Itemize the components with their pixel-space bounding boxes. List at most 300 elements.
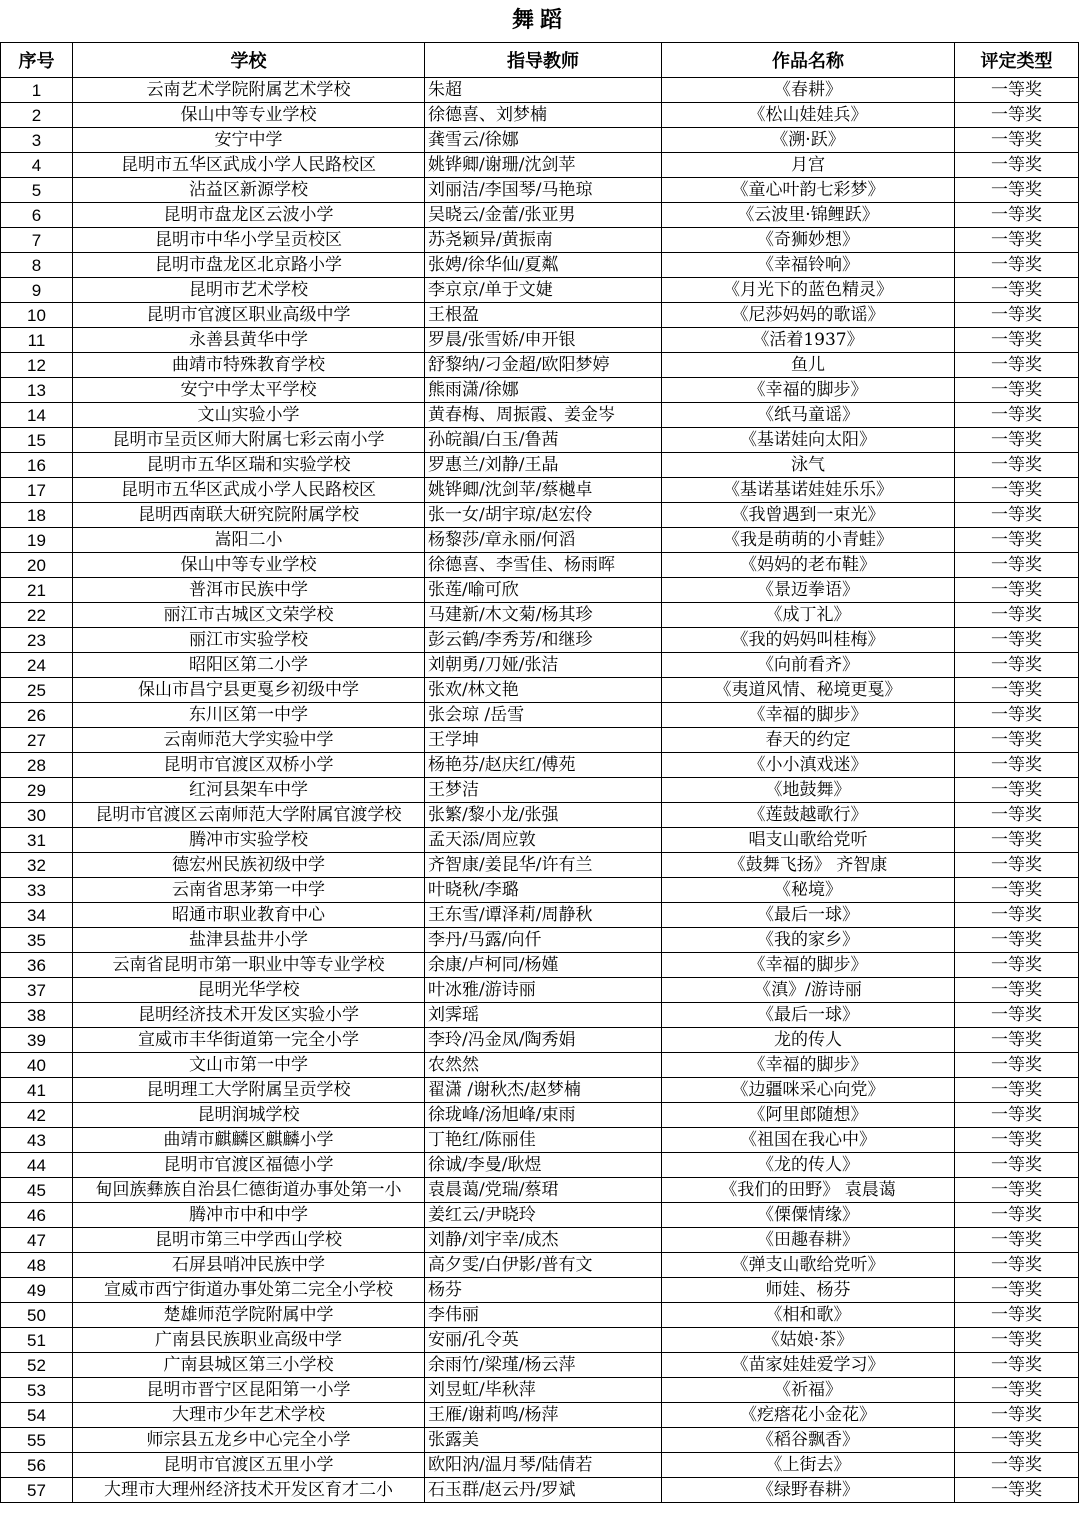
row-index: 24	[1, 653, 73, 678]
row-teacher: 李丹/马露/向仟	[425, 928, 662, 953]
header-school: 学校	[73, 43, 425, 78]
row-school: 昆明市官渡区福德小学	[73, 1153, 425, 1178]
row-award: 一等奖	[955, 428, 1079, 453]
row-school: 昆明市官渡区双桥小学	[73, 753, 425, 778]
table-row	[1, 928, 1079, 953]
row-work: 《成丁礼》	[662, 603, 955, 628]
table-row	[1, 1378, 1079, 1403]
table-row	[1, 1178, 1079, 1203]
table-row	[1, 903, 1079, 928]
row-work: 《云波里·锦鲤跃》	[662, 203, 955, 228]
row-school: 昆明理工大学附属呈贡学校	[73, 1078, 425, 1103]
row-teacher: 张繁/黎小龙/张强	[425, 803, 662, 828]
row-index: 5	[1, 178, 73, 203]
row-teacher: 孙皖韻/白玉/鲁茜	[425, 428, 662, 453]
table-row	[1, 303, 1079, 328]
row-school: 昆明市中华小学呈贡校区	[73, 228, 425, 253]
table-row	[1, 653, 1079, 678]
row-award: 一等奖	[955, 928, 1079, 953]
row-school: 云南省思茅第一中学	[73, 878, 425, 903]
row-work: 《稻谷飘香》	[662, 1428, 955, 1453]
table-row	[1, 828, 1079, 853]
row-work: 《基诺娃向太阳》	[662, 428, 955, 453]
row-teacher: 王根盈	[425, 303, 662, 328]
table-row	[1, 1428, 1079, 1453]
row-index: 15	[1, 428, 73, 453]
table-row	[1, 1103, 1079, 1128]
table-row	[1, 853, 1079, 878]
row-work: 《我曾遇到一束光》	[662, 503, 955, 528]
row-index: 7	[1, 228, 73, 253]
row-school: 昆明市第三中学西山学校	[73, 1228, 425, 1253]
row-index: 1	[1, 78, 73, 103]
row-index: 4	[1, 153, 73, 178]
row-school: 甸回族彝族自治县仁德街道办事处第一小	[73, 1178, 425, 1203]
header-teacher: 指导教师	[425, 43, 662, 78]
row-work: 《傈僳情缘》	[662, 1203, 955, 1228]
row-award: 一等奖	[955, 328, 1079, 353]
row-index: 23	[1, 628, 73, 653]
row-work: 《妈妈的老布鞋》	[662, 553, 955, 578]
row-index: 20	[1, 553, 73, 578]
table-row	[1, 228, 1079, 253]
table-header-row	[1, 43, 1079, 78]
row-index: 30	[1, 803, 73, 828]
row-work: 《苗家娃娃爱学习》	[662, 1353, 955, 1378]
award-table	[0, 42, 1079, 1503]
row-index: 33	[1, 878, 73, 903]
row-teacher: 朱超	[425, 78, 662, 103]
row-index: 48	[1, 1253, 73, 1278]
row-teacher: 余康/卢柯同/杨嫤	[425, 953, 662, 978]
row-teacher: 农然然	[425, 1053, 662, 1078]
row-work: 《我们的田野》 袁晨蔼	[662, 1178, 955, 1203]
row-teacher: 刘昱虹/毕秋萍	[425, 1378, 662, 1403]
row-teacher: 余雨竹/梁瑾/杨云萍	[425, 1353, 662, 1378]
row-work: 《姑娘·茶》	[662, 1328, 955, 1353]
row-school: 云南省昆明市第一职业中等专业学校	[73, 953, 425, 978]
row-award: 一等奖	[955, 128, 1079, 153]
row-award: 一等奖	[955, 978, 1079, 1003]
row-school: 昆明市五华区瑞和实验学校	[73, 453, 425, 478]
row-award: 一等奖	[955, 728, 1079, 753]
row-school: 昆明光华学校	[73, 978, 425, 1003]
row-index: 25	[1, 678, 73, 703]
row-school: 沾益区新源学校	[73, 178, 425, 203]
row-index: 27	[1, 728, 73, 753]
row-index: 12	[1, 353, 73, 378]
row-index: 22	[1, 603, 73, 628]
table-row	[1, 728, 1079, 753]
row-teacher: 罗晨/张雪娇/申开银	[425, 328, 662, 353]
table-row	[1, 153, 1079, 178]
row-school: 保山中等专业学校	[73, 103, 425, 128]
table-row	[1, 528, 1079, 553]
table-row	[1, 553, 1079, 578]
table-row	[1, 428, 1079, 453]
table-row	[1, 1353, 1079, 1378]
row-award: 一等奖	[955, 1303, 1079, 1328]
row-award: 一等奖	[955, 153, 1079, 178]
row-work: 《上街去》	[662, 1453, 955, 1478]
row-work: 《滇》/游诗丽	[662, 978, 955, 1003]
table-row	[1, 1228, 1079, 1253]
row-award: 一等奖	[955, 303, 1079, 328]
row-teacher: 龚雪云/徐娜	[425, 128, 662, 153]
row-work: 《夷道风情、秘境更戛》	[662, 678, 955, 703]
row-teacher: 丁艳红/陈丽佳	[425, 1128, 662, 1153]
row-school: 宣威市丰华街道第一完全小学	[73, 1028, 425, 1053]
row-award: 一等奖	[955, 103, 1079, 128]
row-teacher: 罗惠兰/刘静/王晶	[425, 453, 662, 478]
row-work: 龙的传人	[662, 1028, 955, 1053]
row-school: 师宗县五龙乡中心完全小学	[73, 1428, 425, 1453]
row-award: 一等奖	[955, 853, 1079, 878]
row-award: 一等奖	[955, 1378, 1079, 1403]
row-teacher: 吴晓云/金蕾/张亚男	[425, 203, 662, 228]
row-work: 《溯·跃》	[662, 128, 955, 153]
row-index: 51	[1, 1328, 73, 1353]
row-award: 一等奖	[955, 503, 1079, 528]
row-school: 昆明市艺术学校	[73, 278, 425, 303]
row-index: 18	[1, 503, 73, 528]
table-row	[1, 278, 1079, 303]
row-work: 《龙的传人》	[662, 1153, 955, 1178]
row-teacher: 高夕雯/白伊影/普有文	[425, 1253, 662, 1278]
row-index: 36	[1, 953, 73, 978]
table-row	[1, 753, 1079, 778]
table-row	[1, 1303, 1079, 1328]
row-award: 一等奖	[955, 603, 1079, 628]
row-index: 14	[1, 403, 73, 428]
row-school: 安宁中学	[73, 128, 425, 153]
table-body	[1, 78, 1079, 1503]
table-row	[1, 378, 1079, 403]
row-teacher: 张会琼 /岳雪	[425, 703, 662, 728]
row-school: 文山实验小学	[73, 403, 425, 428]
row-teacher: 黄春梅、周振霞、姜金岑	[425, 403, 662, 428]
row-teacher: 王雁/谢莉鸣/杨萍	[425, 1403, 662, 1428]
row-index: 9	[1, 278, 73, 303]
row-school: 文山市第一中学	[73, 1053, 425, 1078]
row-award: 一等奖	[955, 628, 1079, 653]
row-award: 一等奖	[955, 1153, 1079, 1178]
row-award: 一等奖	[955, 953, 1079, 978]
row-teacher: 李京京/单于文婕	[425, 278, 662, 303]
row-work: 《基诺基诺娃娃乐乐》	[662, 478, 955, 503]
row-index: 31	[1, 828, 73, 853]
row-work: 唱支山歌给党听	[662, 828, 955, 853]
row-index: 29	[1, 778, 73, 803]
row-award: 一等奖	[955, 403, 1079, 428]
table-row	[1, 803, 1079, 828]
row-school: 丽江市古城区文荣学校	[73, 603, 425, 628]
row-work: 春天的约定	[662, 728, 955, 753]
row-school: 昆明市五华区武成小学人民路校区	[73, 153, 425, 178]
row-award: 一等奖	[955, 378, 1079, 403]
row-teacher: 石玉群/赵云丹/罗斌	[425, 1478, 662, 1503]
row-work: 《鼓舞飞扬》 齐智康	[662, 853, 955, 878]
row-work: 泳气	[662, 453, 955, 478]
row-work: 《纸马童谣》	[662, 403, 955, 428]
row-teacher: 张露美	[425, 1428, 662, 1453]
row-school: 德宏州民族初级中学	[73, 853, 425, 878]
table-row	[1, 353, 1079, 378]
row-work: 《尼莎妈妈的歌谣》	[662, 303, 955, 328]
row-award: 一等奖	[955, 253, 1079, 278]
row-school: 昆明润城学校	[73, 1103, 425, 1128]
row-school: 曲靖市特殊教育学校	[73, 353, 425, 378]
table-row	[1, 1328, 1079, 1353]
row-index: 52	[1, 1353, 73, 1378]
table-row	[1, 453, 1079, 478]
row-award: 一等奖	[955, 1128, 1079, 1153]
row-school: 普洱市民族中学	[73, 578, 425, 603]
row-work: 《春耕》	[662, 78, 955, 103]
row-work: 《相和歌》	[662, 1303, 955, 1328]
row-work: 《边疆咪采心向党》	[662, 1078, 955, 1103]
row-index: 21	[1, 578, 73, 603]
table-row	[1, 878, 1079, 903]
row-school: 大理市大理州经济技术开发区育才二小	[73, 1478, 425, 1503]
row-award: 一等奖	[955, 353, 1079, 378]
table-row	[1, 628, 1079, 653]
row-work: 《幸福铃响》	[662, 253, 955, 278]
row-award: 一等奖	[955, 1203, 1079, 1228]
row-teacher: 姚铧卿/沈剑苹/蔡樾卓	[425, 478, 662, 503]
row-award: 一等奖	[955, 1403, 1079, 1428]
row-school: 昆明经济技术开发区实验小学	[73, 1003, 425, 1028]
row-work: 师娃、杨芬	[662, 1278, 955, 1303]
table-row	[1, 678, 1079, 703]
row-school: 昆明市盘龙区云波小学	[73, 203, 425, 228]
table-row	[1, 253, 1079, 278]
table-row	[1, 328, 1079, 353]
row-work: 《向前看齐》	[662, 653, 955, 678]
row-award: 一等奖	[955, 653, 1079, 678]
row-award: 一等奖	[955, 778, 1079, 803]
row-school: 昆明市呈贡区师大附属七彩云南小学	[73, 428, 425, 453]
row-award: 一等奖	[955, 453, 1079, 478]
row-school: 石屏县哨冲民族中学	[73, 1253, 425, 1278]
table-row	[1, 1078, 1079, 1103]
row-index: 11	[1, 328, 73, 353]
row-index: 43	[1, 1128, 73, 1153]
row-work: 《阿里郎随想》	[662, 1103, 955, 1128]
row-index: 8	[1, 253, 73, 278]
table-row	[1, 1028, 1079, 1053]
row-teacher: 杨黎莎/章永丽/何滔	[425, 528, 662, 553]
row-school: 广南县民族职业高级中学	[73, 1328, 425, 1353]
row-award: 一等奖	[955, 1428, 1079, 1453]
row-work: 《祖国在我心中》	[662, 1128, 955, 1153]
row-teacher: 杨芬	[425, 1278, 662, 1303]
row-work: 《幸福的脚步》	[662, 378, 955, 403]
row-award: 一等奖	[955, 578, 1079, 603]
row-index: 19	[1, 528, 73, 553]
row-index: 26	[1, 703, 73, 728]
row-award: 一等奖	[955, 903, 1079, 928]
row-work: 《我是萌萌的小青蛙》	[662, 528, 955, 553]
row-work: 《秘境》	[662, 878, 955, 903]
row-index: 32	[1, 853, 73, 878]
row-index: 10	[1, 303, 73, 328]
row-teacher: 王东雪/谭泽莉/周静秋	[425, 903, 662, 928]
row-award: 一等奖	[955, 1253, 1079, 1278]
table-row	[1, 478, 1079, 503]
row-award: 一等奖	[955, 1328, 1079, 1353]
row-index: 45	[1, 1178, 73, 1203]
row-school: 盐津县盐井小学	[73, 928, 425, 953]
row-school: 昆明市官渡区职业高级中学	[73, 303, 425, 328]
row-teacher: 王梦洁	[425, 778, 662, 803]
row-school: 昆明市盘龙区北京路小学	[73, 253, 425, 278]
row-index: 44	[1, 1153, 73, 1178]
table-row	[1, 1153, 1079, 1178]
table-row	[1, 1278, 1079, 1303]
row-work: 《绿野春耕》	[662, 1478, 955, 1503]
table-row	[1, 403, 1079, 428]
row-award: 一等奖	[955, 753, 1079, 778]
table-row	[1, 1203, 1079, 1228]
row-index: 49	[1, 1278, 73, 1303]
row-teacher: 叶晓秋/李璐	[425, 878, 662, 903]
row-school: 昆明市官渡区云南师范大学附属官渡学校	[73, 803, 425, 828]
header-work: 作品名称	[662, 43, 955, 78]
row-teacher: 徐珑峰/汤旭峰/束雨	[425, 1103, 662, 1128]
table-row	[1, 1053, 1079, 1078]
row-award: 一等奖	[955, 78, 1079, 103]
row-award: 一等奖	[955, 803, 1079, 828]
row-teacher: 舒黎纳/刁金超/欧阳梦婷	[425, 353, 662, 378]
row-teacher: 袁晨蔼/党瑞/蔡珺	[425, 1178, 662, 1203]
table-row	[1, 78, 1079, 103]
table-row	[1, 178, 1079, 203]
row-school: 昆明市晋宁区昆阳第一小学	[73, 1378, 425, 1403]
row-teacher: 安丽/孔令英	[425, 1328, 662, 1353]
row-award: 一等奖	[955, 1078, 1079, 1103]
row-index: 42	[1, 1103, 73, 1128]
row-index: 46	[1, 1203, 73, 1228]
row-school: 云南师范大学实验中学	[73, 728, 425, 753]
row-school: 东川区第一中学	[73, 703, 425, 728]
row-index: 56	[1, 1453, 73, 1478]
row-teacher: 徐诚/李曼/耿煜	[425, 1153, 662, 1178]
row-work: 《幸福的脚步》	[662, 1053, 955, 1078]
row-award: 一等奖	[955, 1028, 1079, 1053]
row-school: 嵩阳二小	[73, 528, 425, 553]
row-school: 昆明市五华区武成小学人民路校区	[73, 478, 425, 503]
row-index: 50	[1, 1303, 73, 1328]
row-school: 大理市少年艺术学校	[73, 1403, 425, 1428]
row-work: 月宫	[662, 153, 955, 178]
row-teacher: 刘朝勇/刀娅/张洁	[425, 653, 662, 678]
row-teacher: 李玲/冯金凤/陶秀娟	[425, 1028, 662, 1053]
row-index: 53	[1, 1378, 73, 1403]
row-teacher: 孟天添/周应敦	[425, 828, 662, 853]
row-award: 一等奖	[955, 203, 1079, 228]
row-award: 一等奖	[955, 1103, 1079, 1128]
row-index: 35	[1, 928, 73, 953]
row-school: 楚雄师范学院附属中学	[73, 1303, 425, 1328]
row-school: 广南县城区第三小学校	[73, 1353, 425, 1378]
row-work: 鱼儿	[662, 353, 955, 378]
row-teacher: 张一女/胡宇琼/赵宏伶	[425, 503, 662, 528]
row-teacher: 张欢/林文艳	[425, 678, 662, 703]
row-work: 《我的妈妈叫桂梅》	[662, 628, 955, 653]
table-row	[1, 953, 1079, 978]
table-row	[1, 778, 1079, 803]
row-teacher: 苏尧颖异/黄振南	[425, 228, 662, 253]
row-school: 保山市昌宁县更戛乡初级中学	[73, 678, 425, 703]
row-work: 《弹支山歌给党听》	[662, 1253, 955, 1278]
row-award: 一等奖	[955, 878, 1079, 903]
row-award: 一等奖	[955, 553, 1079, 578]
row-teacher: 熊雨潇/徐娜	[425, 378, 662, 403]
row-teacher: 齐智康/姜昆华/许有兰	[425, 853, 662, 878]
row-teacher: 欧阳汭/温月琴/陆倩若	[425, 1453, 662, 1478]
row-award: 一等奖	[955, 278, 1079, 303]
row-index: 28	[1, 753, 73, 778]
row-index: 34	[1, 903, 73, 928]
table-row	[1, 1253, 1079, 1278]
row-school: 丽江市实验学校	[73, 628, 425, 653]
row-award: 一等奖	[955, 1278, 1079, 1303]
table-row	[1, 578, 1079, 603]
row-award: 一等奖	[955, 228, 1079, 253]
table-row	[1, 1453, 1079, 1478]
row-teacher: 刘丽洁/李国琴/马艳琼	[425, 178, 662, 203]
row-teacher: 刘霁瑶	[425, 1003, 662, 1028]
row-index: 3	[1, 128, 73, 153]
row-index: 38	[1, 1003, 73, 1028]
row-teacher: 刘静/刘宇幸/成杰	[425, 1228, 662, 1253]
row-school: 昭阳区第二小学	[73, 653, 425, 678]
row-teacher: 王学坤	[425, 728, 662, 753]
row-award: 一等奖	[955, 1453, 1079, 1478]
row-work: 《田趣春耕》	[662, 1228, 955, 1253]
row-index: 57	[1, 1478, 73, 1503]
row-index: 41	[1, 1078, 73, 1103]
row-work: 《景迈拳语》	[662, 578, 955, 603]
header-award: 评定类型	[955, 43, 1079, 78]
row-work: 《松山娃娃兵》	[662, 103, 955, 128]
table-row	[1, 1478, 1079, 1503]
row-index: 2	[1, 103, 73, 128]
row-award: 一等奖	[955, 1053, 1079, 1078]
row-index: 47	[1, 1228, 73, 1253]
table-row	[1, 1403, 1079, 1428]
row-school: 腾冲市中和中学	[73, 1203, 425, 1228]
row-award: 一等奖	[955, 478, 1079, 503]
row-work: 《奇狮妙想》	[662, 228, 955, 253]
row-school: 安宁中学太平学校	[73, 378, 425, 403]
table-row	[1, 203, 1079, 228]
row-work: 《最后一球》	[662, 903, 955, 928]
row-award: 一等奖	[955, 178, 1079, 203]
table-row	[1, 503, 1079, 528]
table-row	[1, 703, 1079, 728]
table-row	[1, 978, 1079, 1003]
row-teacher: 杨艳芬/赵庆红/傅苑	[425, 753, 662, 778]
row-teacher: 徐德喜、刘梦楠	[425, 103, 662, 128]
row-index: 40	[1, 1053, 73, 1078]
row-teacher: 叶冰雅/游诗丽	[425, 978, 662, 1003]
row-teacher: 马建新/木文菊/杨其珍	[425, 603, 662, 628]
row-award: 一等奖	[955, 1478, 1079, 1503]
row-award: 一等奖	[955, 678, 1079, 703]
row-award: 一等奖	[955, 703, 1079, 728]
